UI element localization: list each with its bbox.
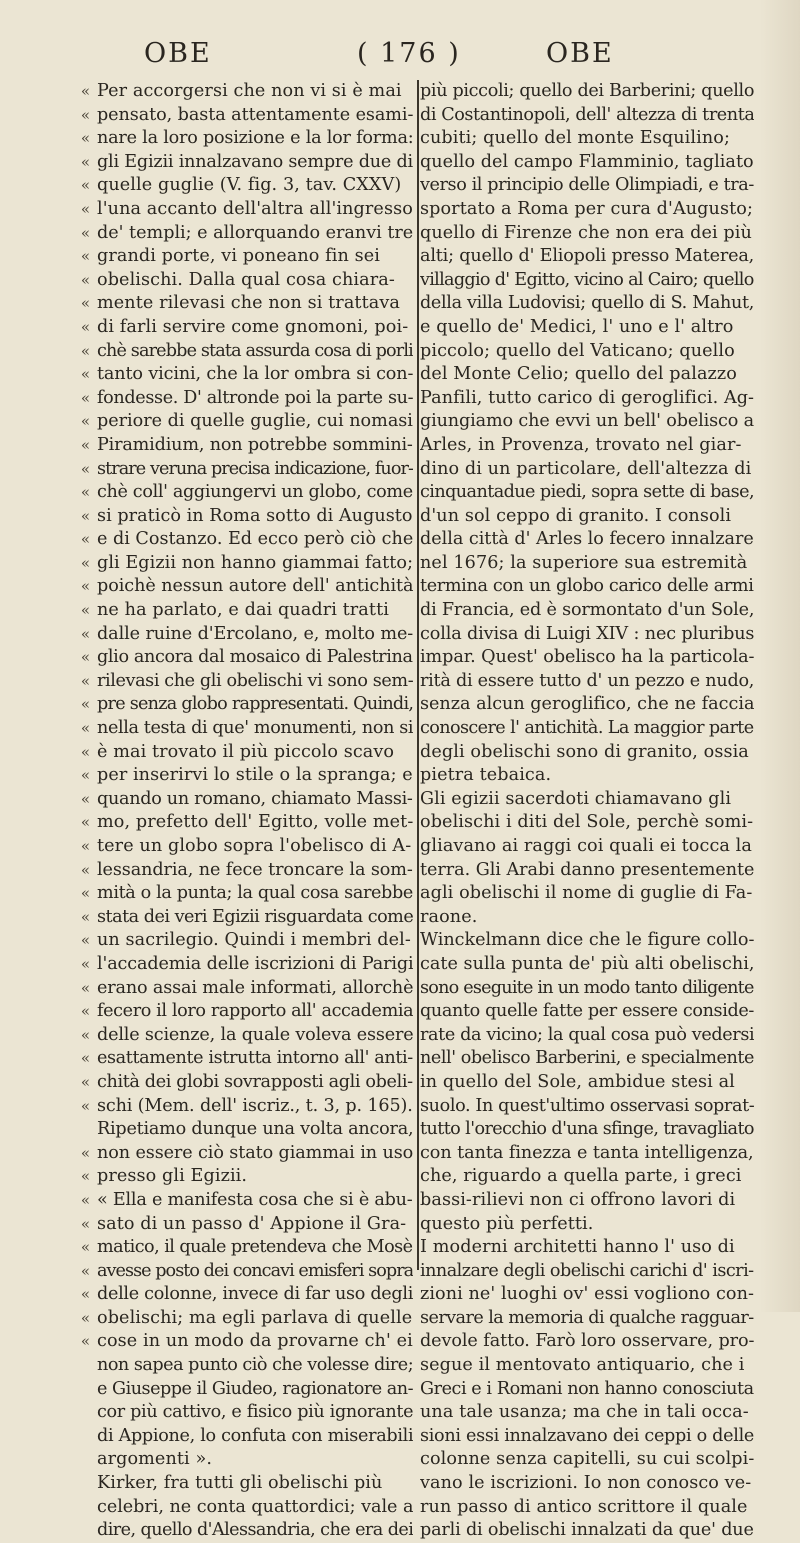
quote-mark: « (80, 1214, 90, 1233)
text-line: e quello de' Medici, l' uno e l' altro (420, 316, 734, 337)
text-line: di Francia, ed è sormontato d'un Sole, (420, 600, 754, 621)
text-line: agli obelischi il nome di guglie di Fa- (420, 883, 753, 904)
text-line: cose in un modo da provarne ch' ei (97, 1331, 413, 1352)
text-line: chè sarebbe stata assurda cosa di porli (97, 340, 413, 361)
quote-mark: « (80, 82, 90, 100)
text-line: obelischi. Dalla qual cosa chiara- (97, 269, 395, 290)
text-line: pensato, basta attentamente esami- (97, 104, 413, 125)
text-line: I moderni architetti hanno l' uso di (420, 1237, 735, 1258)
column-divider (417, 80, 419, 1270)
left-text-column (97, 80, 413, 1543)
text-line: cor più cattivo, e fisico più ignorante (97, 1402, 413, 1423)
text-line: colonne senza capitelli, su cui scolpi- (420, 1449, 754, 1470)
quote-mark: « (80, 247, 90, 266)
quote-mark: « (80, 907, 90, 926)
text-line: obelischi i diti del Sole, perchè somi- (420, 812, 754, 833)
text-line: nella testa di que' monumenti, non si (97, 718, 413, 739)
text-line: de' templi; e allorquando eranvi tre (97, 222, 413, 243)
text-line: senza alcun geroglifico, che ne faccia (420, 694, 754, 715)
text-line: in quello del Sole, ambidue stesi al (420, 1071, 735, 1092)
text-line: e di Costanzo. Ed ecco però ciò che (97, 529, 413, 550)
quote-mark: « (80, 742, 90, 761)
text-line: che, riguardo a quella parte, i greci (420, 1166, 742, 1187)
text-line: erano assai male informati, allorchè (97, 977, 413, 998)
text-line: nare la loro posizione e la lor forma: (97, 128, 413, 149)
quote-mark: « (80, 176, 90, 195)
quote-mark: « (80, 978, 90, 997)
text-line: poichè nessun autore dell' antichità (97, 576, 413, 597)
text-line: dire, quello d'Alessandria, che era dei (97, 1520, 413, 1541)
text-line: d'un sol ceppo di granito. I consoli (420, 505, 732, 526)
text-line: grandi porte, vi poneano fin sei (97, 246, 380, 267)
quote-mark: « (80, 577, 90, 596)
quote-mark: « (80, 294, 90, 313)
text-line: Arles, in Provenza, trovato nel giar- (420, 434, 742, 455)
quote-mark: « (80, 152, 90, 171)
quote-mark: « (80, 1332, 90, 1351)
text-line: fecero il loro rapporto all' accademia (97, 1001, 413, 1022)
text-line: stata dei veri Egizii risguardata come (97, 906, 413, 927)
quote-mark: « (80, 954, 90, 973)
text-line: schi (Mem. dell' iscriz., t. 3, p. 165). (97, 1095, 413, 1116)
quote-mark: « (80, 223, 90, 242)
text-line: termina con un globo carico delle armi (420, 576, 754, 597)
text-line: periore di quelle guglie, cui nomasi (97, 411, 413, 432)
page-edge-shadow (760, 0, 800, 1312)
text-line: dino di un particolare, dell'altezza di (420, 458, 752, 479)
text-line: alti; quello d' Eliopoli presso Materea, (420, 246, 754, 267)
text-line: lessandria, ne fece troncare la som- (97, 859, 413, 880)
text-line: obelischi; ma egli parlava di quelle (97, 1307, 413, 1328)
header-right: OBE (546, 38, 614, 69)
text-line: Gli egizii sacerdoti chiamavano gli (420, 788, 732, 809)
text-line: esattamente istrutta intorno all' anti- (97, 1048, 413, 1069)
text-line: raone. (420, 906, 478, 927)
text-line: cubiti; quello del monte Esquilino; (420, 128, 731, 149)
text-line: si praticò in Roma sotto di Augusto (97, 505, 413, 526)
quote-mark: « (80, 1261, 90, 1280)
quote-mark: « (80, 129, 90, 148)
margin-quote-marks (60, 80, 90, 1425)
text-line: quello del campo Flamminio, tagliato (420, 151, 754, 172)
quote-mark: « (80, 1072, 90, 1091)
text-line: chè coll' aggiungervi un globo, come (97, 482, 413, 503)
text-line: matico, il quale pretendeva che Mosè (97, 1237, 413, 1258)
text-line: per inserirvi lo stile o la spranga; e (97, 765, 413, 786)
text-line: conoscere l' antichità. La maggior parte (420, 718, 754, 739)
text-line: tutto l'orecchio d'una sfinge, travagliato (420, 1119, 754, 1140)
text-line: di Appione, lo confuta con miserabili (97, 1425, 413, 1446)
text-line: Panfili, tutto carico di geroglifici. Ag- (420, 387, 754, 408)
quote-mark: « (80, 601, 90, 620)
text-line: innalzare degli obelischi carichi d' iscri- (420, 1260, 754, 1281)
right-text-column (420, 80, 754, 1543)
text-line: nel 1676; la superiore sua estremità (420, 552, 748, 573)
text-line: mo, prefetto dell' Egitto, volle met- (97, 812, 413, 833)
text-line: sioni essi innalzavano dei ceppi o delle (420, 1425, 754, 1446)
quote-mark: « (80, 931, 90, 950)
text-line: servare la memoria di qualche ragguar- (420, 1307, 754, 1328)
text-line: parli di obelischi innalzati da que' due (420, 1520, 754, 1541)
quote-mark: « (80, 199, 90, 218)
quote-mark: « (80, 105, 90, 124)
text-line: mità o la punta; la qual cosa sarebbe (97, 883, 413, 904)
text-line: chità dei globi sovrapposti agli obeli- (97, 1071, 413, 1092)
quote-mark: « (80, 719, 90, 738)
text-line: fondesse. D' altronde poi la parte su- (97, 387, 413, 408)
quote-mark: « (80, 1308, 90, 1327)
text-line: zioni ne' luoghi ov' essi vogliono con- (420, 1284, 754, 1305)
text-line: piccolo; quello del Vaticano; quello (420, 340, 735, 361)
text-line: della villa Ludovisi; quello di S. Mahut, (420, 293, 754, 314)
text-line: cate sulla punta de' più alti obelischi, (420, 953, 754, 974)
quote-mark: « (80, 1002, 90, 1021)
text-line: devole fatto. Farò loro osservare, pro- (420, 1331, 754, 1352)
quote-mark: « (80, 483, 90, 502)
text-line: sono eseguite in un modo tanto diligente (420, 977, 754, 998)
text-line: Per accorgersi che non vi si è mai (97, 81, 402, 101)
text-line: avesse posto dei concavi emisferi sopra (97, 1260, 413, 1281)
text-line: sato di un passo d' Appione il Gra- (97, 1213, 407, 1234)
text-line: celebri, ne conta quattordici; vale a (97, 1496, 413, 1517)
text-line: e Giuseppe il Giudeo, ragionatore an- (97, 1378, 413, 1399)
text-line: tanto vicini, che la lor ombra si con- (97, 364, 413, 385)
quote-mark: « (80, 412, 90, 431)
text-line: Greci e i Romani non hanno conosciuta (420, 1378, 754, 1399)
text-line: quello di Firenze che non era dei più (420, 222, 752, 243)
quote-mark: « (80, 435, 90, 454)
text-line: gliavano ai raggi coi quali ei tocca la (420, 836, 752, 856)
text-line: sportato a Roma per cura d'Augusto; (420, 198, 753, 219)
text-line: quanto quelle fatte per essere conside- (420, 1001, 754, 1022)
quote-mark: « (80, 813, 90, 832)
text-line: rilevasi che gli obelischi vi sono sem- (97, 670, 413, 691)
text-line: Piramidium, non potrebbe sommini- (97, 434, 413, 455)
text-line: l'accademia delle iscrizioni di Parigi (97, 953, 413, 974)
quote-mark: « (80, 270, 90, 289)
running-header (0, 36, 800, 72)
text-line: nell' obelisco Barberini, e specialmente (420, 1048, 754, 1069)
quote-mark: « (80, 648, 90, 667)
text-line: terra. Gli Arabi danno presentemente (420, 859, 754, 880)
quote-mark: « (80, 530, 90, 549)
text-line: mente rilevasi che non si trattava (97, 293, 400, 314)
text-line: verso il principio delle Olimpiadi, e tra- (420, 175, 754, 196)
text-line: con tanta finezza e tanta intelligenza, (420, 1142, 754, 1163)
text-line: rate da vicino; la qual cosa può vedersi (420, 1024, 754, 1045)
quote-mark: « (80, 341, 90, 360)
text-line: tere un globo sopra l'obelisco di A- (97, 836, 412, 856)
quote-mark: « (80, 671, 90, 690)
text-line: segue il mentovato antiquario, che i (420, 1355, 745, 1376)
text-line: « Ella e manifesta cosa che si è abu- (97, 1189, 413, 1210)
text-line: quando un romano, chiamato Massi- (97, 788, 413, 809)
text-line: strare veruna precisa indicazione, fuor- (97, 458, 413, 479)
text-line: gli Egizii innalzavano sempre due di (97, 151, 413, 172)
quote-mark: « (80, 365, 90, 384)
text-line: giungiamo che evvi un bell' obelisco a (420, 411, 754, 432)
header-left: OBE (144, 38, 212, 69)
text-line: pietra tebaica. (420, 765, 552, 786)
text-line: non sapea punto ciò che volesse dire; (97, 1355, 413, 1376)
text-line: villaggio d' Egitto, vicino al Cairo; quello (420, 269, 754, 290)
text-line: pre senza globo rappresentati. Quindi, (97, 694, 413, 715)
text-line: più piccoli; quello dei Barberini; quello (420, 81, 754, 101)
text-line: colla divisa di Luigi XIV : nec pluribus (420, 623, 754, 644)
quote-mark: « (80, 1143, 90, 1162)
text-line: di Costantinopoli, dell' altezza di trenta (420, 104, 754, 125)
quote-mark: « (80, 789, 90, 808)
quote-mark: « (80, 388, 90, 407)
header-page-number: ( 176 ) (357, 38, 461, 69)
text-line: una tale usanza; ma che in tali occa- (420, 1402, 749, 1423)
text-line: run passo di antico scrittore il quale (420, 1496, 748, 1517)
text-line: impar. Quest' obelisco ha la particola- (420, 647, 754, 668)
text-line: questo più perfetti. (420, 1213, 594, 1234)
text-line: degli obelischi sono di granito, ossia (420, 741, 749, 762)
text-line: è mai trovato il più piccolo scavo (97, 741, 395, 762)
text-line: delle colonne, invece di far uso degli (97, 1284, 413, 1305)
text-line: cinquantadue piedi, sopra sette di base, (420, 482, 754, 503)
text-line: Kirker, fra tutti gli obelischi più (97, 1473, 383, 1494)
quote-mark: « (80, 1238, 90, 1257)
text-line: argomenti ». (97, 1449, 213, 1470)
text-line: dalle ruine d'Ercolano, e, molto me- (97, 623, 413, 644)
quote-mark: « (80, 1025, 90, 1044)
text-line: glio ancora dal mosaico di Palestrina (97, 647, 413, 668)
quote-mark: « (80, 506, 90, 525)
text-line: gli Egizii non hanno giammai fatto; (97, 552, 413, 573)
text-line: ne ha parlato, e dai quadri tratti (97, 600, 389, 621)
quote-mark: « (80, 1167, 90, 1186)
quote-mark: « (80, 1096, 90, 1115)
quote-mark: « (80, 1049, 90, 1068)
quote-mark: « (80, 553, 90, 572)
text-line: un sacrilegio. Quindi i membri del- (97, 930, 411, 951)
text-line: di farli servire come gnomoni, poi- (97, 316, 409, 337)
text-line: rità di essere tutto d' un pezzo e nudo, (420, 670, 754, 691)
text-line: suolo. In quest'ultimo osservasi soprat- (420, 1095, 754, 1116)
quote-mark: « (80, 837, 90, 855)
text-line: l'una accanto dell'altra all'ingresso (97, 198, 413, 219)
quote-mark: « (80, 884, 90, 903)
text-line: del Monte Celio; quello del palazzo (420, 364, 737, 385)
text-line: della città d' Arles lo fecero innalzare (420, 529, 754, 550)
text-line: delle scienze, la quale voleva essere (97, 1024, 413, 1045)
quote-mark: « (80, 695, 90, 714)
quote-mark: « (80, 1285, 90, 1304)
text-line: Winckelmann dice che le figure collo- (420, 930, 754, 951)
text-line: vano le iscrizioni. Io non conosco ve- (420, 1473, 752, 1494)
text-line: Ripetiamo dunque una volta ancora, (97, 1119, 413, 1140)
text-line: presso gli Egizii. (97, 1166, 248, 1187)
quote-mark: « (80, 766, 90, 785)
quote-mark: « (80, 1190, 90, 1209)
quote-mark: « (80, 459, 90, 478)
quote-mark: « (80, 624, 90, 643)
quote-mark: « (80, 860, 90, 879)
text-line: non essere ciò stato giammai in uso (97, 1142, 413, 1163)
text-line: quelle guglie (V. fig. 3, tav. CXXV) (97, 175, 402, 196)
text-line: bassi-rilievi non ci offrono lavori di (420, 1189, 736, 1210)
quote-mark: « (80, 317, 90, 336)
